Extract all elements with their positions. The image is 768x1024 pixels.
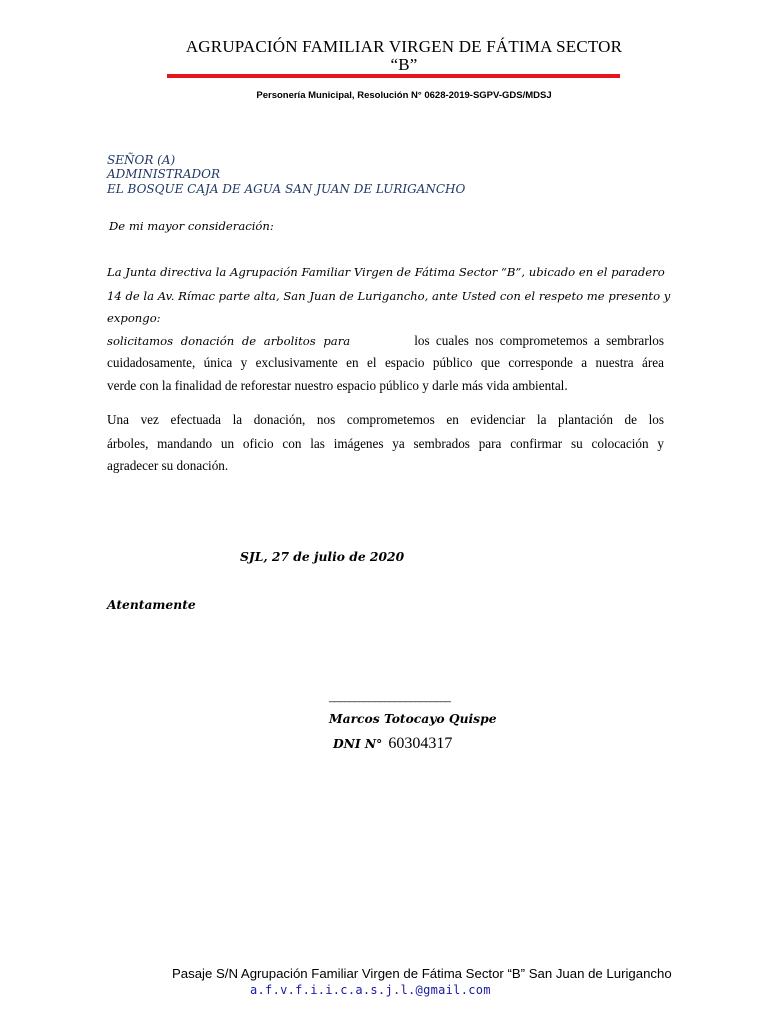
- dni-number: 60304317: [388, 735, 453, 752]
- signature-line: ________________________: [329, 692, 451, 703]
- paragraph1-line3: expongo:: [107, 311, 161, 325]
- header-rule: [167, 74, 620, 78]
- signer-dni: [333, 735, 452, 753]
- letterhead-title: AGRUPACIÓN FAMILIAR VIRGEN DE FÁTIMA SECTOR: [185, 37, 623, 56]
- signer-name: Marcos Totocayo Quispe: [329, 711, 497, 726]
- recipient-salutation: SEÑOR (A): [107, 153, 176, 167]
- greeting: De mi mayor consideración:: [109, 219, 274, 233]
- recipient-organization: EL BOSQUE CAJA DE AGUA SAN JUAN DE LURIGANCHO: [107, 182, 466, 196]
- resolution-text: Personería Municipal, Resolución N° 0628-2019-SGPV-GDS/MDSJ: [256, 90, 552, 101]
- footer-email[interactable]: a.f.v.f.i.i.c.a.s.j.l.@gmail.com: [250, 983, 491, 997]
- paragraph3-line3: agradecer su donación.: [107, 458, 229, 473]
- paragraph3-line2: árboles, mandando un oficio con las imágenes ya sembrados para confirmar su colocación y: [107, 436, 664, 451]
- recipient-title: ADMINISTRADOR: [107, 167, 220, 181]
- closing-phrase: Atentamente: [107, 597, 196, 612]
- dni-label: DNI N°: [333, 736, 383, 751]
- paragraph1-line2: 14 de la Av. Rímac parte alta, San Juan de Lurigancho, ante Usted con el respeto me presento y: [107, 289, 671, 303]
- commitment-phrase: los cuales nos comprometemos a sembrarlos: [414, 333, 664, 348]
- request-phrase: solicitamos donación de arbolitos para: [107, 334, 351, 348]
- paragraph2-line1: [107, 330, 664, 352]
- letterhead-title-sector: “B”: [390, 55, 418, 74]
- paragraph1-line1: La Junta directiva la Agrupación Familiar Virgen de Fátima Sector “B”, ubicado en el paradero: [107, 265, 665, 279]
- paragraph3-line1: Una vez efectuada la donación, nos comprometemos en evidenciar la plantación de los: [107, 412, 664, 427]
- paragraph2-line2: cuidadosamente, única y exclusivamente en el espacio público que corresponde a nuestra área: [107, 355, 664, 370]
- footer-address: Pasaje S/N Agrupación Familiar Virgen de Fátima Sector “B” San Juan de Lurigancho: [172, 966, 672, 981]
- paragraph2-line3: verde con la finalidad de reforestar nuestro espacio público y darle más vida ambiental.: [107, 378, 568, 393]
- letter-date: SJL, 27 de julio de 2020: [240, 549, 405, 564]
